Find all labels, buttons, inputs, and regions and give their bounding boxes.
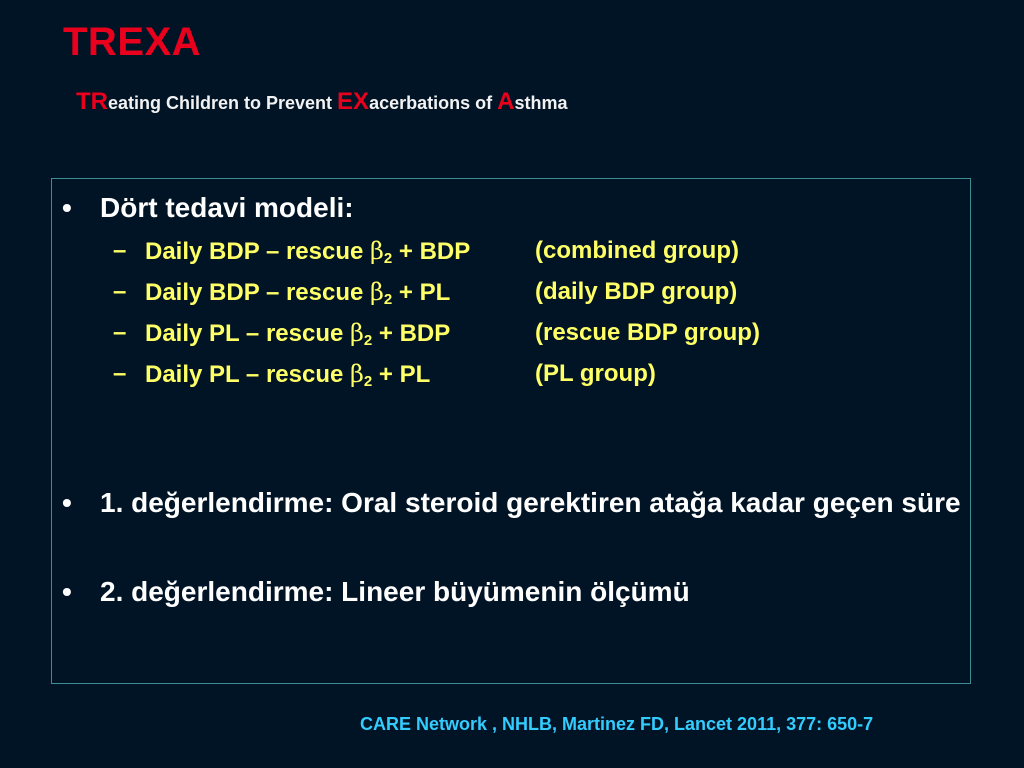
regimen-text: Daily BDP – rescue	[145, 279, 371, 306]
beta-symbol: β	[350, 319, 364, 347]
bullet-text: Dört tedavi modeli:	[100, 192, 354, 223]
treatment-group: (combined group)	[535, 237, 739, 264]
beta-subscript: 2	[363, 332, 373, 349]
subtitle-text-2: acerbations of	[369, 93, 498, 113]
bullet-marker: •	[62, 487, 72, 518]
regimen-text: Daily PL – rescue	[145, 361, 351, 388]
regimen-rescue: + BDP	[372, 320, 451, 347]
regimen-text: Daily PL – rescue	[145, 320, 351, 347]
treatment-group: (daily BDP group)	[535, 278, 738, 305]
citation: CARE Network , NHLB, Martinez FD, Lancet 2011, 377: 650-7	[360, 714, 874, 734]
subtitle-text-1: eating Children to Prevent	[108, 93, 338, 113]
subtitle-acronym-a: A	[497, 88, 515, 115]
regimen-text: Daily BDP – rescue	[145, 238, 371, 265]
regimen-rescue: + PL	[392, 279, 451, 306]
treatment-group: (PL group)	[535, 360, 656, 387]
subtitle-text-3: sthma	[514, 93, 568, 113]
subtitle-acronym-tr: TR	[76, 88, 108, 115]
treatment-regimen	[145, 318, 450, 356]
treatment-group: (rescue BDP group)	[535, 319, 760, 346]
beta-subscript: 2	[383, 250, 393, 267]
beta-symbol: β	[370, 278, 384, 306]
regimen-rescue: + BDP	[392, 238, 471, 265]
slide-subtitle	[76, 88, 567, 116]
slide-title: TREXA	[63, 20, 202, 64]
dash-marker: –	[113, 237, 127, 264]
bullet-text: 2. değerlendirme: Lineer büyümenin ölçümü	[100, 576, 690, 607]
treatment-regimen	[145, 236, 470, 274]
treatment-regimen	[145, 359, 430, 397]
bullet-marker: •	[62, 576, 72, 607]
beta-symbol: β	[350, 360, 364, 388]
dash-marker: –	[113, 319, 127, 346]
beta-symbol: β	[370, 237, 384, 265]
subtitle-acronym-ex: EX	[337, 88, 370, 115]
beta-subscript: 2	[363, 373, 373, 390]
dash-marker: –	[113, 360, 127, 387]
bullet-marker: •	[62, 192, 72, 223]
bullet-text: 1. değerlendirme: Oral steroid gerektiren atağa kadar geçen süre	[100, 487, 961, 518]
dash-marker: –	[113, 278, 127, 305]
regimen-rescue: + PL	[372, 361, 431, 388]
treatment-regimen	[145, 277, 450, 315]
beta-subscript: 2	[383, 291, 393, 308]
